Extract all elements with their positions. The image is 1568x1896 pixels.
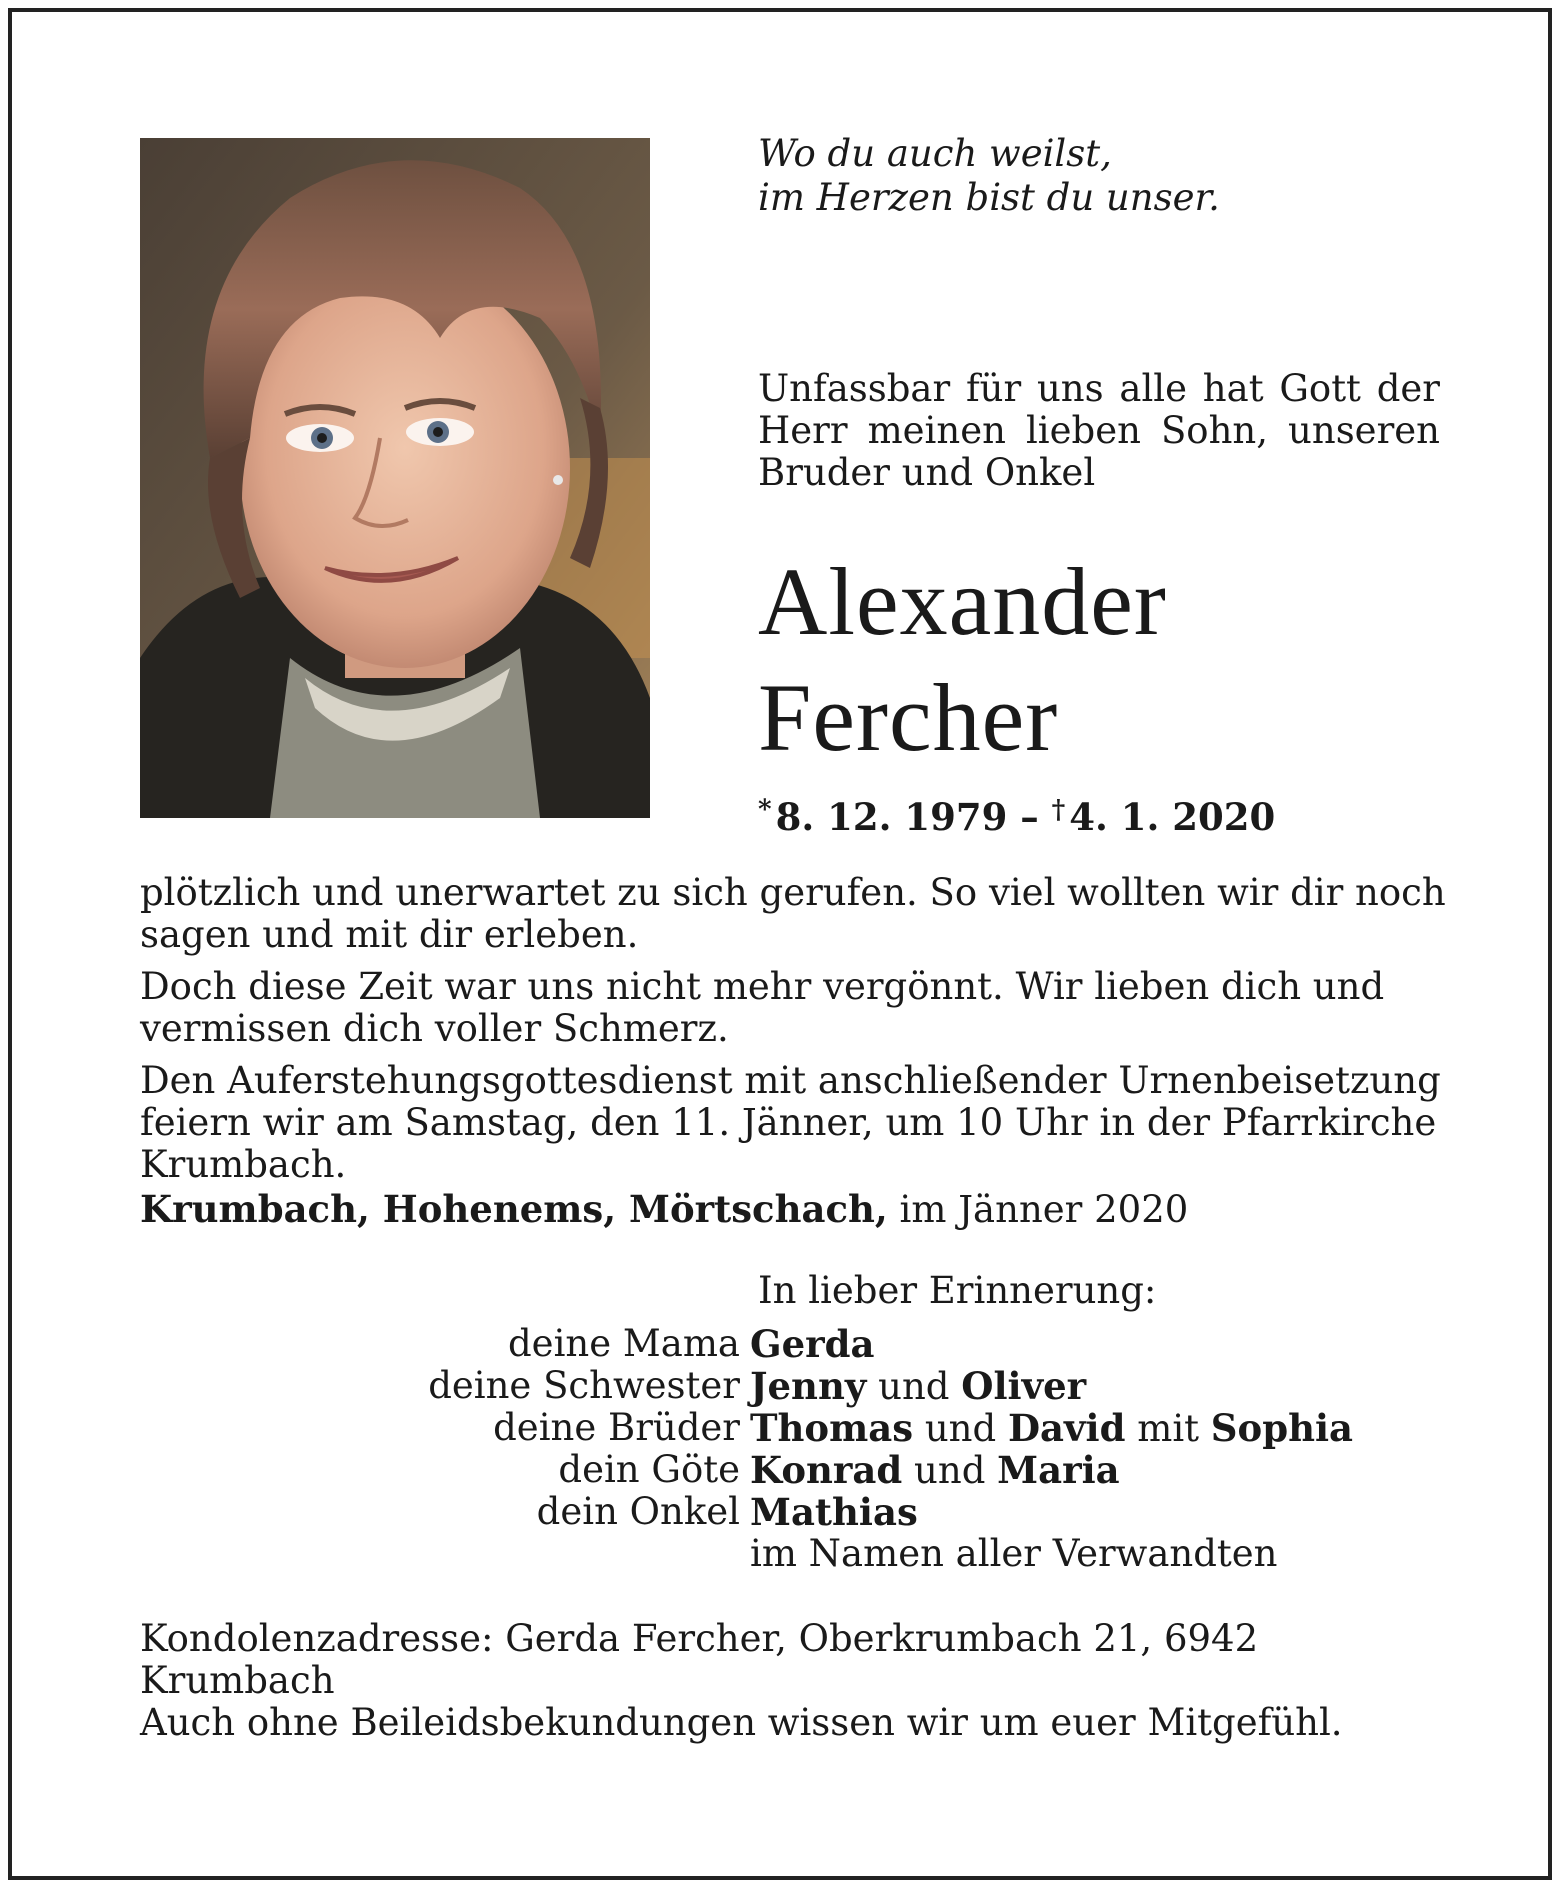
motto-line-2: im Herzen bist du unser. — [758, 176, 1220, 219]
relation-names — [750, 1449, 1450, 1491]
relation-label: deine Mama — [508, 1322, 740, 1365]
closing-note: Auch ohne Beileidsbekundungen wissen wir um euer Mitgefühl. — [140, 1701, 1343, 1744]
name-maria: Maria — [997, 1448, 1120, 1492]
name-oliver: Oliver — [961, 1364, 1087, 1408]
memory-title: In lieber Erinnerung: — [758, 1269, 1157, 1312]
name-david: David — [1007, 1406, 1126, 1450]
born-symbol: * — [758, 795, 772, 825]
conjunction-with: mit — [1137, 1407, 1200, 1450]
family-row-uncle — [140, 1491, 1450, 1533]
born-date: 8. 12. 1979 — [775, 795, 1008, 839]
intro-text: Unfassbar für uns alle hat Gott der Herr meinen lieben Sohn, unseren Bruder und Onkel — [758, 367, 1440, 494]
conjunction: und — [878, 1365, 950, 1408]
paragraph-3 — [140, 1060, 1450, 1186]
obituary-card — [8, 8, 1552, 1880]
relation-label: deine Brüder — [493, 1406, 740, 1449]
paragraph-3-text: Den Auferstehungsgottesdienst mit anschließender Urnenbeisetzung feiern wir am Samstag, den 11. Jänner, um 10 Uhr in der Pfarrkirche Krumbach. — [140, 1059, 1441, 1186]
relation-names — [750, 1407, 1450, 1449]
family-row-brothers — [140, 1407, 1450, 1449]
date-separator: – — [1020, 795, 1039, 839]
condolence-address: Kondolenzadresse: Gerda Fercher, Oberkrumbach 21, 6942 Krumbach — [140, 1617, 1259, 1702]
relation-label: deine Schwester — [428, 1364, 740, 1407]
places-line — [140, 1188, 1450, 1231]
relatives-text: im Namen aller Verwandten — [750, 1532, 1278, 1575]
relation-names — [750, 1491, 1450, 1533]
relation-label: dein Göte — [558, 1448, 740, 1491]
family-list — [140, 1323, 1450, 1575]
conjunction: und — [914, 1449, 986, 1492]
first-name: Alexander — [758, 548, 1167, 655]
places-date: im Jänner 2020 — [899, 1188, 1189, 1231]
name-gerda: Gerda — [750, 1322, 875, 1366]
family-row-relatives — [140, 1533, 1450, 1575]
family-row-sister — [140, 1365, 1450, 1407]
family-row-godfather — [140, 1449, 1450, 1491]
relation-names — [750, 1365, 1450, 1407]
deceased-name — [758, 544, 1458, 776]
relation-label-empty — [140, 1533, 750, 1575]
relation-label: dein Onkel — [536, 1490, 740, 1533]
died-date: 4. 1. 2020 — [1069, 795, 1276, 839]
family-row-mama — [140, 1323, 1450, 1365]
portrait-photo — [140, 138, 650, 818]
life-dates — [758, 786, 1458, 841]
paragraph-1 — [140, 872, 1450, 956]
paragraph-2 — [140, 966, 1450, 1050]
name-thomas: Thomas — [750, 1406, 914, 1450]
places-names: Krumbach, Hohenems, Mörtschach, — [140, 1187, 888, 1231]
motto — [758, 132, 1458, 220]
paragraph-2-text: Doch diese Zeit war uns nicht mehr vergönnt. Wir lieben dich und vermissen dich voller Schmerz. — [140, 965, 1385, 1050]
conjunction: und — [924, 1407, 997, 1450]
name-konrad: Konrad — [750, 1448, 903, 1492]
name-mathias: Mathias — [750, 1490, 918, 1534]
name-jenny: Jenny — [750, 1364, 867, 1408]
last-name: Fercher — [758, 664, 1059, 771]
motto-line-1: Wo du auch weilst, — [758, 132, 1112, 175]
paragraph-1-text: plötzlich und unerwartet zu sich gerufen. So viel wollten wir dir noch sagen und mit dir erleben. — [140, 871, 1446, 956]
name-sophia: Sophia — [1210, 1406, 1353, 1450]
relation-names — [750, 1323, 1450, 1365]
died-symbol: † — [1051, 795, 1066, 825]
